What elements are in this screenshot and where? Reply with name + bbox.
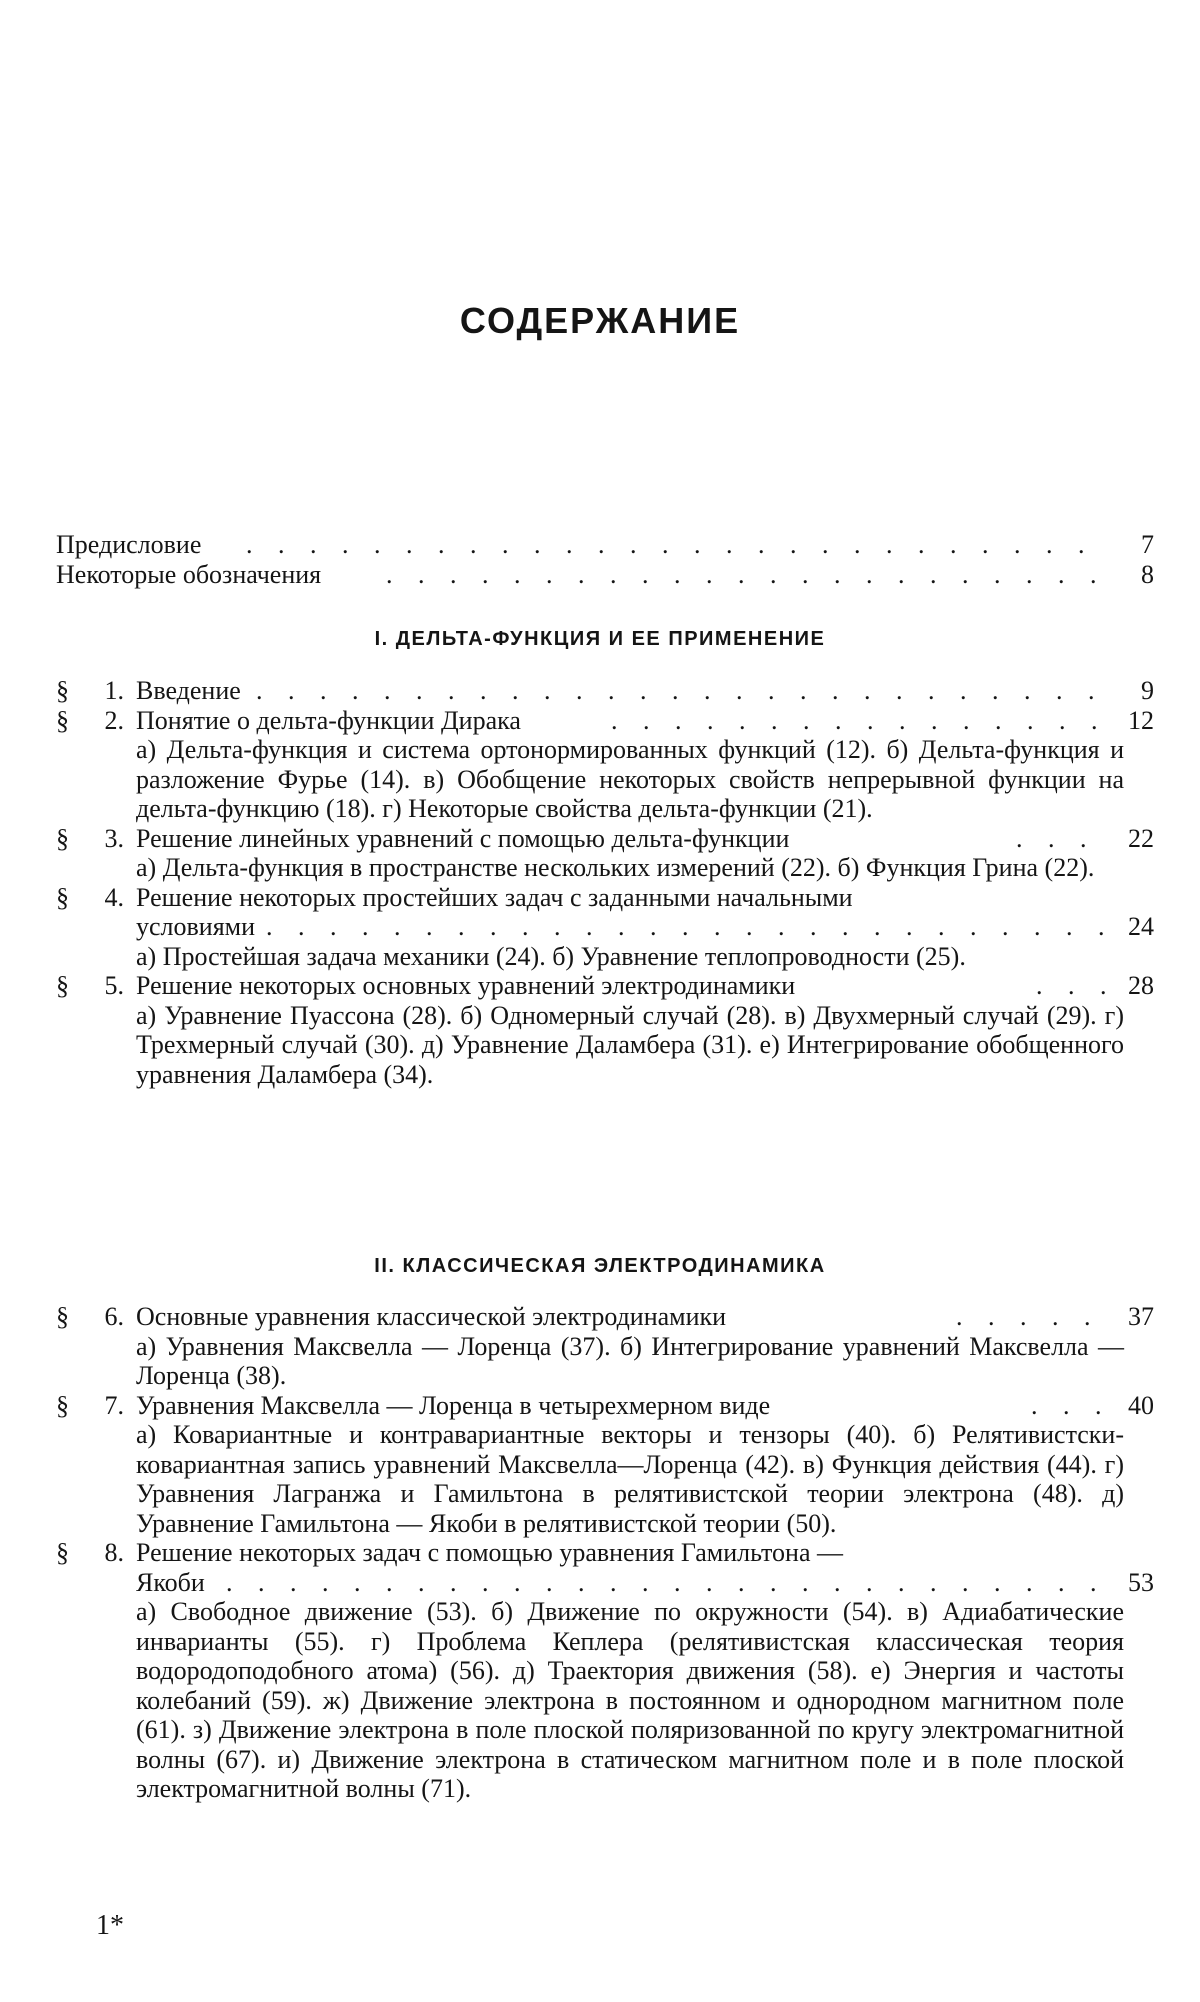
page-number: 53 [1118,1568,1154,1598]
entry-label: Некоторые обозначения [56,560,321,590]
section-title: Решение некоторых основных уравнений электродинамики [136,971,795,1001]
section-subtopics: а) Уравнения Максвелла — Лоренца (37). б) Интегрирование уравнений Максвелла — Лоренца (38). [136,1332,1124,1391]
page-title: СОДЕРЖАНИЕ [0,300,1200,342]
section-subtopics: а) Уравнение Пуассона (28). б) Одномерный случай (28). в) Двухмерный случай (29). г) Трехмерный случай (30). д) Уравнение Даламбера (31). е) Интегрирование обобщенного уравнения Даламбера (34). [136,1001,1124,1090]
leader-dots: . . . [1016,824,1106,854]
leader-dots: . . . . . . . . . . . . . . . . . . . . . . . . . . . [256,676,1106,706]
section-sign: § [56,883,82,913]
section-number: 2. [94,706,124,736]
section-title: Уравнения Максвелла — Лоренца в четырехмерном виде [136,1391,770,1421]
page-number: 8 [1118,560,1154,590]
section-sign: § [56,971,82,1001]
section-sign: § [56,824,82,854]
section-number: 4. [94,883,124,913]
page-number: 24 [1118,912,1154,942]
book-page [0,0,1200,2002]
page-number: 28 [1118,971,1154,1001]
section-title: Решение некоторых задач с помощью уравнения Гамильтона — [136,1538,843,1568]
page-number: 37 [1118,1302,1154,1332]
section-subtopics: а) Свободное движение (53). б) Движение по окружности (54). в) Адиабатические инварианты (55). г) Проблема Кеплера (релятивистская классическая теория водородоподобного атома) (56). д) Траектория движения (58). е) Энергия и частоты колебаний (59). ж) Движение электрона в постоянном и однородном магнитном поле (61). з) Движение электрона в поле плоской поляризованной по кругу электромагнитной волны (67). и) Движение электрона в статическом магнитном поле и в поле плоской электромагнитной волны (71). [136,1597,1124,1804]
leader-dots: . . . . . . . . . . . . . . . . [611,706,1106,736]
toc-entry-notation[interactable] [56,560,1154,590]
section-title: Решение линейных уравнений с помощью дельта-функции [136,824,789,854]
leader-dots: . . . . . . . . . . . . . . . . . . . . . . . . . . [266,912,1106,942]
toc-section-7[interactable] [56,1391,1154,1539]
section-number: 7. [94,1391,124,1421]
toc-section-1[interactable] [56,676,1154,706]
leader-dots: . . . . . [956,1302,1106,1332]
section-title: Решение некоторых простейших задач с заданными начальными [136,883,853,913]
front-matter [56,530,1154,589]
section-subtopics: а) Дельта-функция в пространстве нескольких измерений (22). б) Функция Грина (22). [136,853,1124,883]
section-title-cont: условиями [136,912,255,942]
section-subtopics: а) Ковариантные и контравариантные векторы и тензоры (40). б) Релятивистски-ковариантная запись уравнений Максвелла—Лоренца (42). в) Функция действия (44). г) Уравнения Лагранжа и Гамильтона в релятивистской теории электрона (48). д) Уравнение Гамильтона — Якоби в релятивистской теории (50). [136,1420,1124,1538]
signature-mark: 1* [96,1910,124,1942]
page-number: 7 [1118,530,1154,560]
section-number: 6. [94,1302,124,1332]
toc-section-5[interactable] [56,971,1154,1089]
page-number: 9 [1118,676,1154,706]
toc-section-8[interactable] [56,1538,1154,1804]
leader-dots: . . [1031,1391,1106,1421]
section-number: 5. [94,971,124,1001]
chapter-1-sections [56,676,1154,1089]
chapter-2-sections [56,1302,1154,1804]
section-number: 3. [94,824,124,854]
section-sign: § [56,706,82,736]
section-number: 1. [94,676,124,706]
chapter-heading-2: II. КЛАССИЧЕСКАЯ ЭЛЕКТРОДИНАМИКА [0,1255,1200,1278]
section-number: 8. [94,1538,124,1568]
entry-label: Предисловие [56,530,201,560]
toc-entry-preface[interactable] [56,530,1154,560]
section-title: Основные уравнения классической электродинамики [136,1302,726,1332]
leader-dots: . . . . . . . . . . . . . . . . . . . . . . . [386,560,1106,590]
section-sign: § [56,1538,82,1568]
leader-dots: . . . . . . . . . . . . . . . . . . . . . . . . . . . [246,530,1106,560]
section-title: Введение [136,676,241,706]
leader-dots: . . [1036,971,1106,1001]
section-sign: § [56,1391,82,1421]
section-sign: § [56,1302,82,1332]
page-number: 12 [1118,706,1154,736]
leader-dots: . . . . . . . . . . . . . . . . . . . . . . . . . . . . [226,1568,1106,1598]
toc-section-4[interactable] [56,883,1154,972]
section-title-cont: Якоби [136,1568,205,1598]
section-title: Понятие о дельта-функции Дирака [136,706,521,736]
toc-section-6[interactable] [56,1302,1154,1391]
chapter-heading-1: I. ДЕЛЬТА-ФУНКЦИЯ И ЕЕ ПРИМЕНЕНИЕ [0,628,1200,651]
section-subtopics: а) Простейшая задача механики (24). б) Уравнение теплопроводности (25). [136,942,1124,972]
page-number: 22 [1118,824,1154,854]
toc-section-2[interactable] [56,706,1154,824]
section-sign: § [56,676,82,706]
toc-section-3[interactable] [56,824,1154,883]
page-number: 40 [1118,1391,1154,1421]
section-subtopics: а) Дельта-функция и система ортонормированных функций (12). б) Дельта-функция и разложение Фурье (14). в) Обобщение некоторых свойств непрерывной функции на дельта-функцию (18). г) Некоторые свойства дельта-функции (21). [136,735,1124,824]
